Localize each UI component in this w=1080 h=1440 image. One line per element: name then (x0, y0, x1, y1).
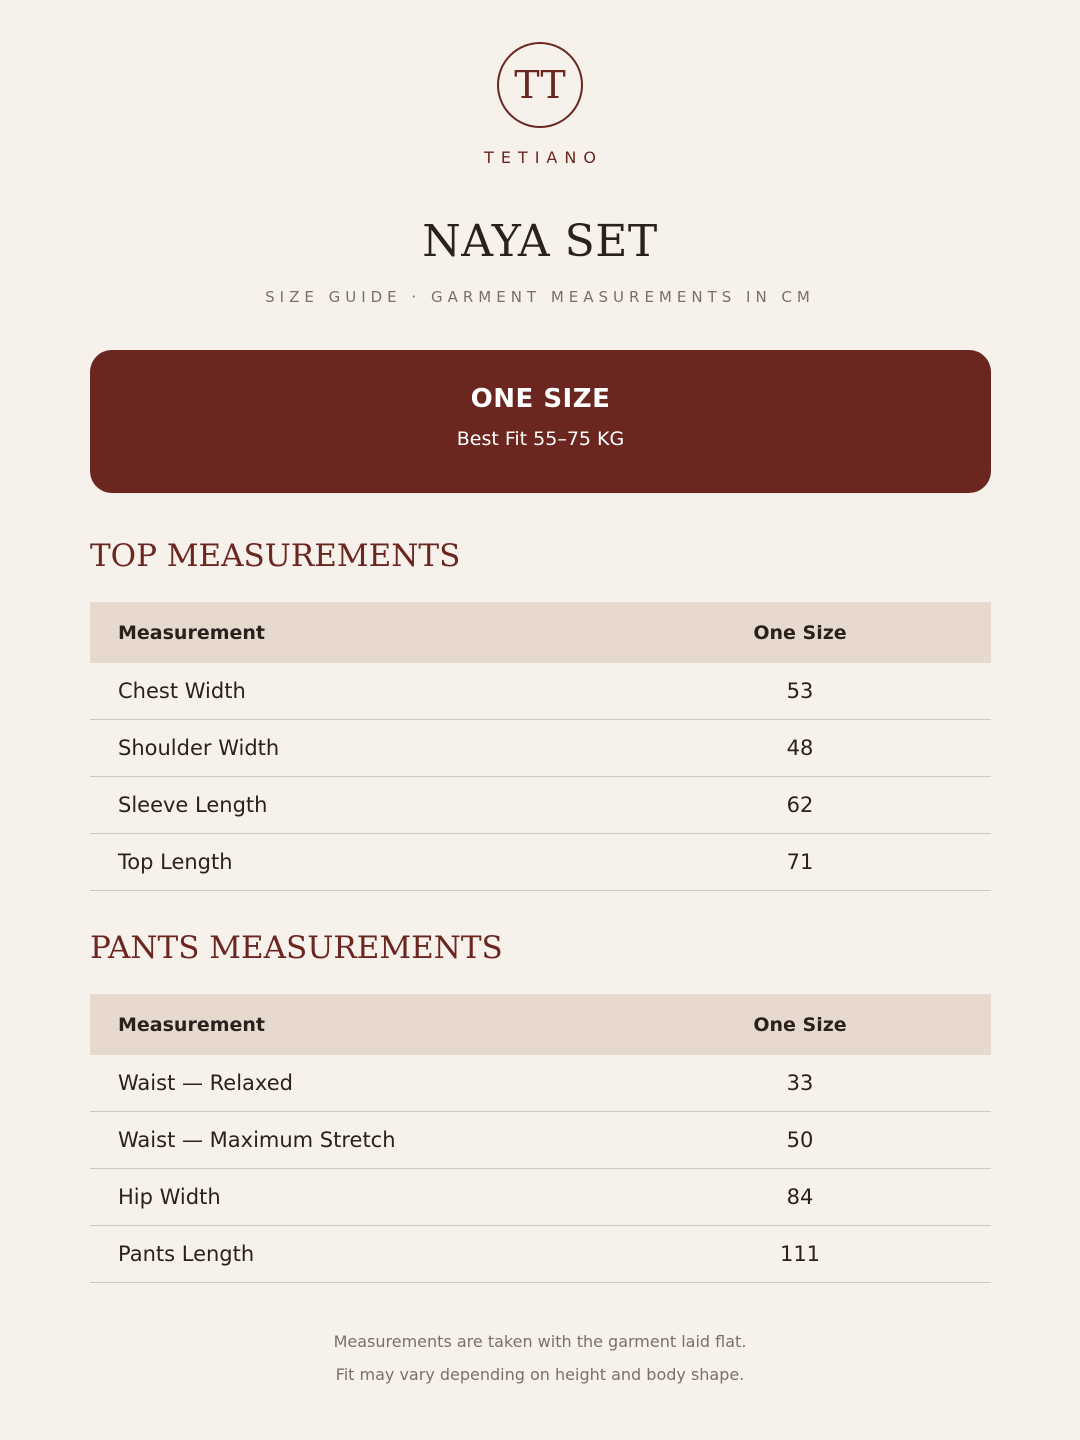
table-row (90, 834, 991, 891)
monogram-badge: TT (497, 42, 583, 128)
top-measurements-table (90, 602, 991, 891)
row-value: 50 (786, 1128, 814, 1152)
column-header: Measurement (118, 621, 265, 644)
table-row (90, 663, 991, 720)
banner-subtitle: Best Fit 55–75 KG (456, 428, 625, 450)
footnotes (0, 1325, 1080, 1391)
table-row (90, 1169, 991, 1226)
row-label: Chest Width (118, 679, 246, 703)
row-label: Waist — Relaxed (118, 1071, 293, 1095)
banner-title: ONE SIZE (470, 384, 611, 414)
table-row (90, 1112, 991, 1169)
column-header: Measurement (118, 1013, 265, 1036)
top-section-title: TOP MEASUREMENTS (90, 538, 461, 574)
brand-name: TETIANO (484, 148, 603, 167)
table-row (90, 1226, 991, 1283)
row-value: 53 (786, 679, 814, 703)
table-row (90, 777, 991, 834)
row-label: Pants Length (118, 1242, 255, 1266)
table-header (90, 994, 991, 1055)
pants-measurements-table (90, 994, 991, 1283)
row-value: 62 (786, 793, 814, 817)
row-value: 33 (786, 1071, 814, 1095)
row-value: 48 (786, 736, 814, 760)
row-value: 84 (786, 1185, 814, 1209)
brand-logo (0, 42, 1080, 167)
table-row (90, 720, 991, 777)
page-subtitle: SIZE GUIDE · GARMENT MEASUREMENTS IN CM (265, 288, 815, 306)
row-value: 111 (779, 1242, 821, 1266)
row-label: Sleeve Length (118, 793, 268, 817)
table-row (90, 1055, 991, 1112)
row-label: Shoulder Width (118, 736, 280, 760)
table-header (90, 602, 991, 663)
pants-section-title: PANTS MEASUREMENTS (90, 930, 503, 966)
row-label: Hip Width (118, 1185, 221, 1209)
footnote: Fit may vary depending on height and body shape. (335, 1365, 745, 1384)
row-label: Waist — Maximum Stretch (118, 1128, 396, 1152)
column-header: One Size (753, 621, 847, 644)
column-header: One Size (753, 1013, 847, 1036)
row-value: 71 (786, 850, 814, 874)
size-banner (90, 350, 991, 493)
row-label: Top Length (118, 850, 233, 874)
footnote: Measurements are taken with the garment laid flat. (333, 1332, 747, 1351)
page-title: NAYA SET (422, 216, 658, 267)
